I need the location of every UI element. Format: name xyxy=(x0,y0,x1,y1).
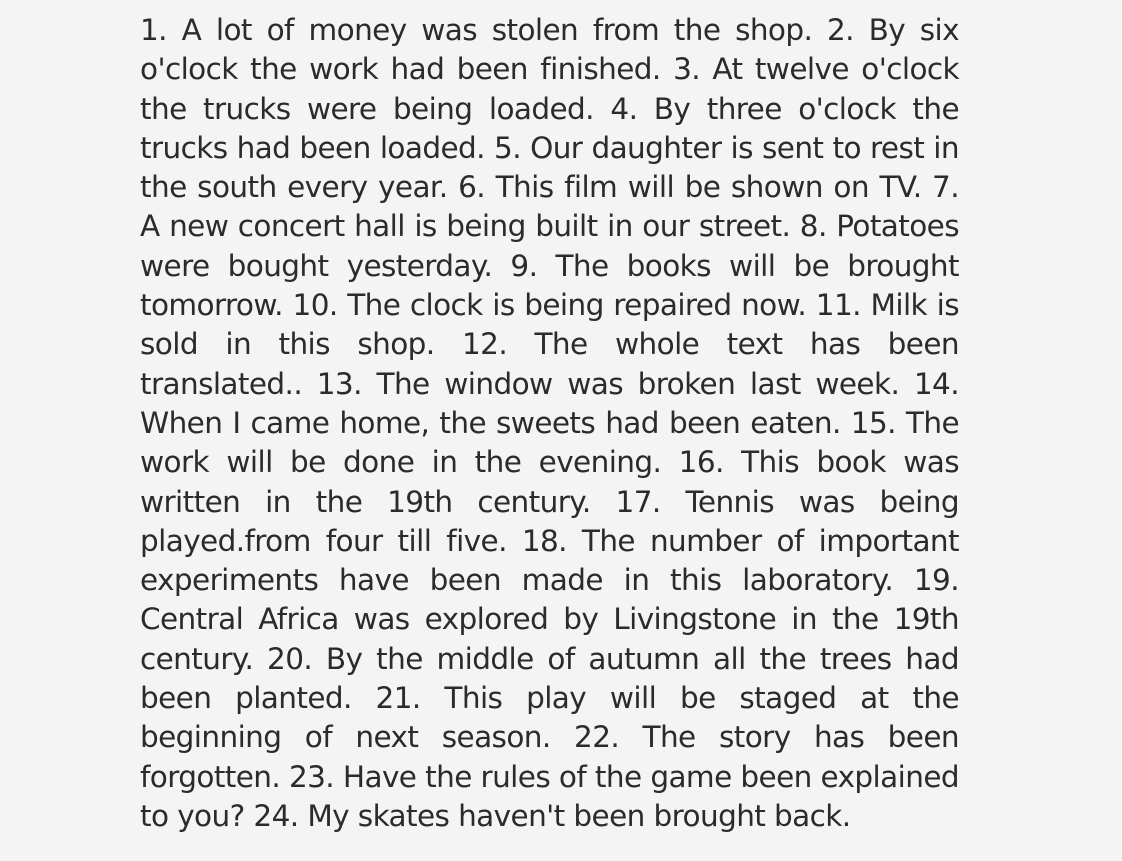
exercise-paragraph: 1. A lot of money was stolen from the shop. 2. By six o'clock the work had been finished. 3. At twelve o'clock the trucks were being loaded. 4. By three o'clock the trucks had been loaded. 5. Our daughter is sent to rest in the south every year. 6. This film will be shown on TV. 7. A new concert hall is being built in our street. 8. Potatoes were bought yesterday. 9. The books will be brought tomorrow. 10. The clock is being repaired now. 11. Milk is sold in this shop. 12. The whole text has been translated.. 13. The window was broken last week. 14. When I came home, the sweets had been eaten. 15. The work will be done in the evening. 16. This book was written in the 19th century. 17. Tennis was being played.from four till five. 18. The number of important experiments have been made in this laboratory. 19. Central Africa was explored by Livingstone in the 19th century. 20. By the middle of autumn all the trees had been planted. 21. This play will be staged at the beginning of next season. 22. The story has been forgotten. 23. Have the rules of the game been explained to you? 24. My skates haven't been brought back. xyxy=(140,13,959,833)
